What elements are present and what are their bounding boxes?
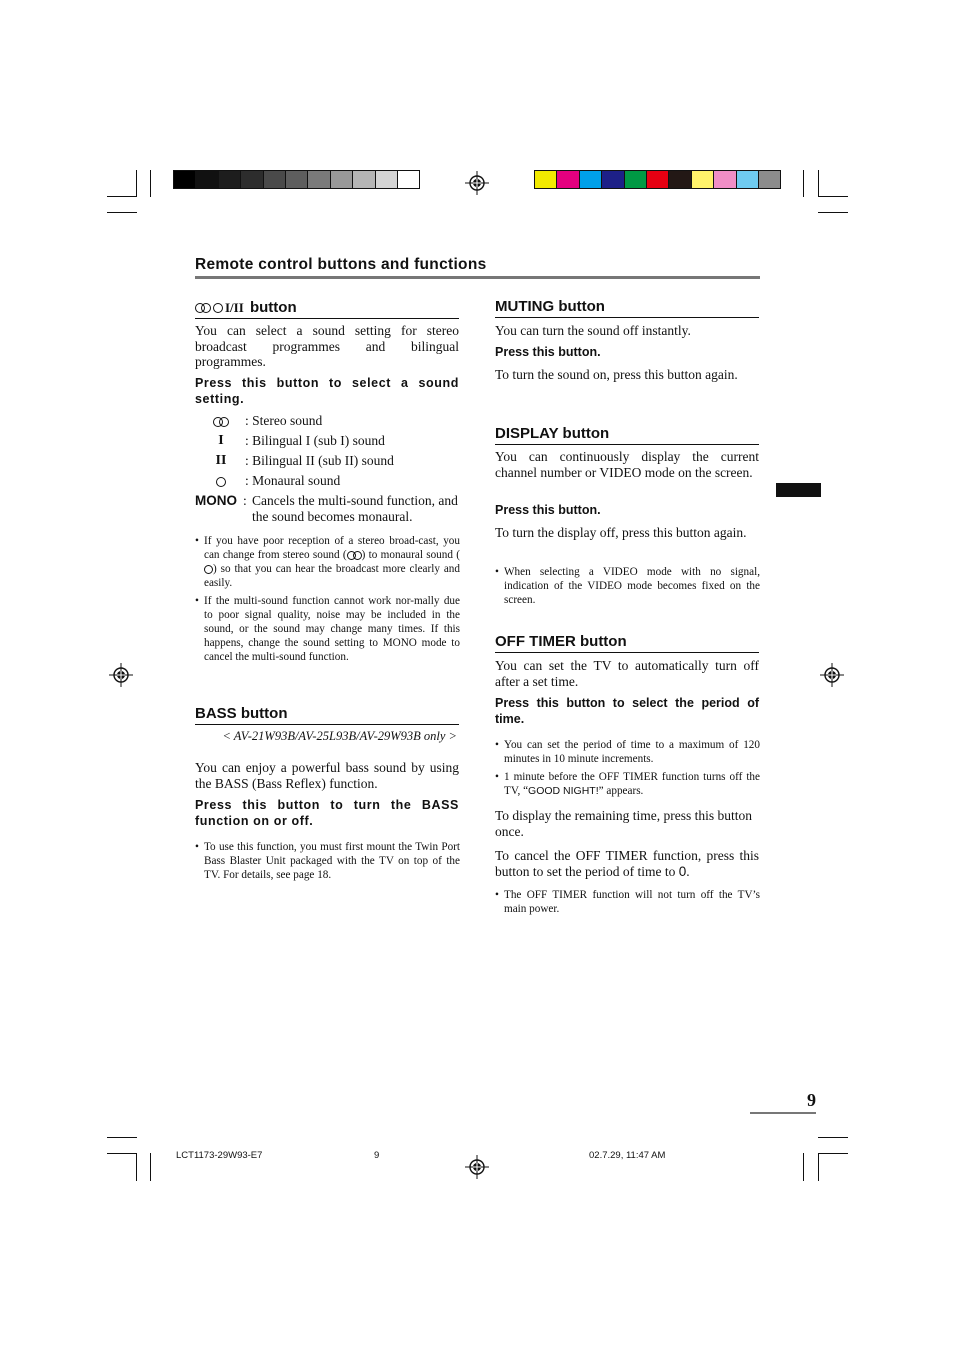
note-text: ” appears. bbox=[598, 785, 644, 797]
stereo-icon bbox=[347, 549, 362, 561]
mono-colon: : bbox=[243, 493, 247, 508]
note-text: If you have poor reception of a stereo broad-cast, you can change from stereo sound ( bbox=[204, 535, 460, 561]
crop-mark bbox=[818, 1137, 848, 1138]
muting-after: To turn the sound on, press this button again. bbox=[495, 367, 738, 382]
color-swatch bbox=[375, 170, 398, 189]
color-swatch bbox=[556, 170, 579, 189]
stereo-icon bbox=[195, 299, 211, 316]
color-swatch bbox=[668, 170, 691, 189]
crop-mark bbox=[818, 1153, 819, 1181]
monaural-icon bbox=[204, 563, 213, 575]
color-swatch bbox=[397, 170, 420, 189]
off-timer-press-text: Press this button to select the period of time. bbox=[495, 696, 759, 726]
bass-models: < AV-21W93B/AV-25L93B/AV-29W93B only > bbox=[222, 729, 457, 743]
page-title: Remote control buttons and functions bbox=[195, 256, 487, 273]
off-timer-cancel bbox=[495, 848, 759, 879]
bass-intro: You can enjoy a powerful bass sound by using the BASS (Bass Reflex) function. bbox=[195, 760, 459, 791]
crop-mark bbox=[107, 1137, 137, 1138]
crop-mark bbox=[818, 1153, 848, 1154]
color-swatch bbox=[624, 170, 647, 189]
registration-mark-icon bbox=[465, 1155, 489, 1179]
monaural-row bbox=[197, 473, 459, 489]
sound-note-2 bbox=[195, 594, 460, 664]
crop-mark bbox=[136, 170, 137, 197]
registration-mark-icon bbox=[109, 663, 133, 687]
color-swatch bbox=[601, 170, 624, 189]
muting-press-text: Press this button. bbox=[495, 345, 601, 359]
note-text: You can set the period of time to a maximum of 120 minutes in 10 minute increments. bbox=[504, 739, 760, 765]
mono-icon bbox=[213, 299, 223, 316]
off-timer-note-1 bbox=[495, 738, 760, 766]
color-swatch bbox=[579, 170, 602, 189]
crop-mark bbox=[803, 170, 804, 197]
crop-mark bbox=[818, 212, 848, 213]
bilingual-2-icon: II bbox=[215, 453, 227, 468]
display-heading: DISPLAY button bbox=[495, 425, 759, 445]
bilingual-2-row bbox=[197, 453, 459, 469]
bass-heading: BASS button bbox=[195, 705, 459, 725]
cancel-zero: 0 bbox=[678, 863, 687, 879]
off-timer-heading: OFF TIMER button bbox=[495, 633, 759, 653]
bullet: • bbox=[495, 771, 499, 783]
bilingual-2-label: : Bilingual II (sub II) sound bbox=[245, 453, 394, 468]
heading-word: button bbox=[249, 299, 297, 316]
color-swatch bbox=[263, 170, 286, 189]
crop-mark bbox=[818, 196, 848, 197]
registration-mark-icon bbox=[465, 171, 489, 195]
note-text: ) to monaural sound ( bbox=[361, 549, 460, 561]
note-text: To use this function, you must first mount the Twin Port Bass Blaster Unit packaged with the TV on top of the TV. For details, see page 18. bbox=[204, 841, 460, 881]
note-text: When selecting a VIDEO mode with no signal, indication of the VIDEO mode becomes fixed on the screen. bbox=[504, 566, 760, 606]
bullet: • bbox=[495, 889, 499, 901]
good-night-text: GOOD NIGHT! bbox=[528, 785, 599, 797]
crop-mark bbox=[803, 1153, 804, 1181]
stereo-icon bbox=[197, 413, 245, 429]
color-swatch bbox=[240, 170, 263, 189]
crop-mark bbox=[107, 196, 137, 197]
bilingual-1-icon: I bbox=[218, 433, 224, 448]
off-timer-note-3 bbox=[495, 888, 760, 916]
crop-mark bbox=[150, 1153, 151, 1181]
page-number-rule bbox=[750, 1112, 816, 1114]
bullet: • bbox=[495, 566, 499, 578]
color-swatch bbox=[173, 170, 196, 189]
cancel-text: To cancel the OFF TIMER function, press this button to set the period of time to bbox=[495, 848, 759, 879]
sound-press-text: Press this button to select a sound setting. bbox=[195, 376, 459, 406]
bullet: • bbox=[195, 535, 199, 547]
color-swatch bbox=[195, 170, 218, 189]
color-swatch bbox=[307, 170, 330, 189]
color-swatch bbox=[691, 170, 714, 189]
note-text: 1 minute before the OFF TIMER function turns off the TV, “ bbox=[504, 771, 760, 797]
color-swatch bbox=[646, 170, 669, 189]
footer-page: 9 bbox=[374, 1150, 380, 1161]
crop-mark bbox=[107, 212, 137, 213]
crop-mark bbox=[150, 170, 151, 197]
color-swatch bbox=[330, 170, 353, 189]
color-swatch bbox=[758, 170, 781, 189]
registration-mark-icon bbox=[820, 663, 844, 687]
color-swatch bbox=[285, 170, 308, 189]
bilingual-1-row bbox=[197, 433, 459, 449]
sound-note-1 bbox=[195, 534, 460, 590]
off-timer-note-2 bbox=[495, 770, 760, 798]
crop-mark bbox=[107, 1153, 137, 1154]
color-swatch bbox=[534, 170, 557, 189]
note-text: The OFF TIMER function will not turn off the TV’s main power. bbox=[504, 889, 760, 915]
note-text: If the multi-sound function cannot work nor-mally due to poor signal quality, noise may be included in the sound, or the sound may change many times. If this happens, change the sound setting to MONO mode to cancel the multi-sound function. bbox=[204, 595, 460, 663]
note-text: ) so that you can hear the broadcast more clearly and easily. bbox=[204, 563, 460, 589]
bullet: • bbox=[195, 595, 199, 607]
bass-press-text: Press this button to turn the BASS function on or off. bbox=[195, 798, 459, 828]
stereo-row bbox=[197, 413, 459, 429]
color-swatch bbox=[713, 170, 736, 189]
cancel-period: . bbox=[686, 863, 690, 879]
display-intro: You can continuously display the current channel number or VIDEO mode on the screen. bbox=[495, 449, 759, 480]
display-press-text: Press this button. bbox=[495, 503, 601, 517]
color-swatch bbox=[218, 170, 241, 189]
stereo-label: : Stereo sound bbox=[245, 413, 323, 428]
bilingual-1-label: : Bilingual I (sub I) sound bbox=[245, 433, 385, 448]
bass-note bbox=[195, 840, 460, 882]
title-rule bbox=[195, 276, 760, 279]
crop-mark bbox=[136, 1153, 137, 1181]
off-timer-intro: You can set the TV to automatically turn off after a set time. bbox=[495, 658, 759, 689]
mono-label: MONO bbox=[195, 493, 237, 508]
mono-description: Cancels the multi-sound function, and the sound becomes monaural. bbox=[252, 493, 458, 524]
monaural-icon bbox=[197, 473, 245, 489]
crop-mark bbox=[818, 170, 819, 197]
sound-button-heading bbox=[195, 299, 459, 319]
muting-intro: You can turn the sound off instantly. bbox=[495, 323, 691, 338]
page-number: 9 bbox=[807, 1090, 816, 1110]
bullet: • bbox=[495, 739, 499, 751]
section-tab-marker bbox=[776, 483, 821, 497]
bullet: • bbox=[195, 841, 199, 853]
muting-heading: MUTING button bbox=[495, 298, 759, 318]
bilingual-roman: I/II bbox=[225, 300, 244, 315]
off-timer-display-remaining: To display the remaining time, press this button once. bbox=[495, 808, 753, 839]
display-note bbox=[495, 565, 760, 607]
monaural-label: : Monaural sound bbox=[245, 473, 341, 488]
color-swatch bbox=[352, 170, 375, 189]
sound-intro: You can select a sound setting for stereo broadcast programmes and bilingual programmes. bbox=[195, 323, 459, 369]
footer-timestamp: 02.7.29, 11:47 AM bbox=[589, 1150, 666, 1161]
footer-job-code: LCT1173-29W93-E7 bbox=[176, 1150, 263, 1161]
display-after: To turn the display off, press this button again. bbox=[495, 525, 747, 540]
color-swatch bbox=[736, 170, 759, 189]
